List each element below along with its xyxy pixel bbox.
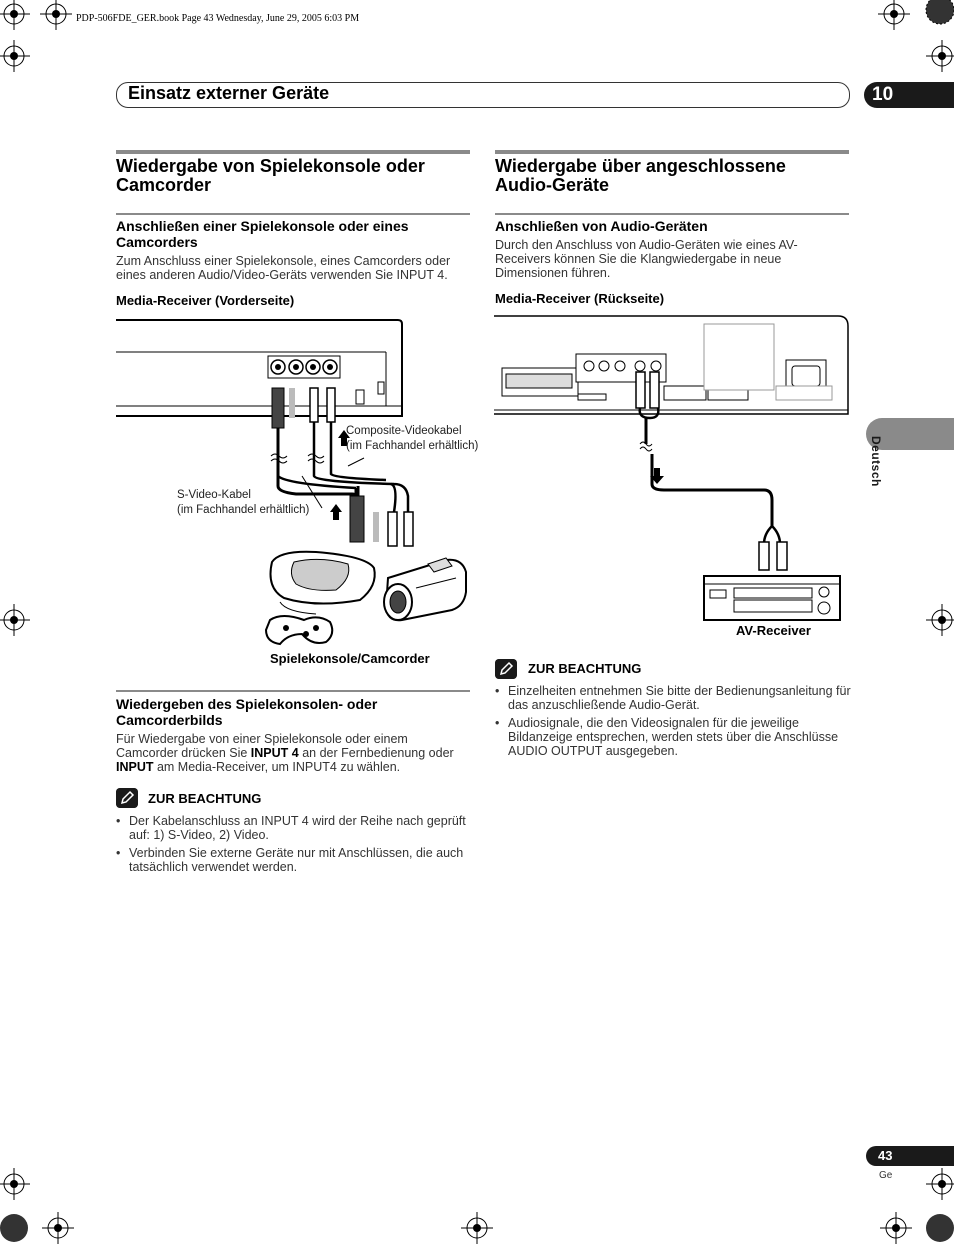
audio-description: Durch den Anschluss von Audio-Geräten wie eines AV- Receivers können Sie die Klangwiedergabe in neue Dimensionen führen. [495, 238, 798, 280]
figure-caption-av-receiver: AV-Receiver [736, 623, 811, 638]
rear-connection-diagram [494, 314, 850, 624]
registration-mark-icon [880, 1212, 912, 1244]
subsection-title-connect: Anschließen einer Spielekonsole oder eines Camcorders [116, 218, 409, 250]
page-language-code: Ge [879, 1170, 893, 1181]
section-title-right: Wiedergabe über angeschlossene Audio-Geräte [495, 156, 786, 195]
svideo-cable-label: S-Video-Kabel (im Fachhandel erhältlich) [177, 489, 310, 516]
figure-caption-console: Spielekonsole/Camcorder [270, 651, 430, 666]
note-list-right [495, 684, 851, 762]
note-pencil-icon [116, 788, 138, 808]
note-item: • Einzelheiten entnehmen Sie bitte der Bedienungsanleitung für das anzuschließende Audio-Gerät. [495, 684, 851, 712]
page-number: 43 [878, 1148, 893, 1163]
registration-mark-icon [0, 1168, 30, 1200]
color-bar-icon [0, 1212, 30, 1244]
subsection-title-playback: Wiedergeben des Spielekonsolen- oder Camcorderbilds [116, 696, 378, 728]
language-tab-label: Deutsch [869, 436, 883, 487]
composite-cable-label: Composite-Videokabel (im Fachhandel erhältlich) [346, 425, 479, 452]
color-bar-icon [924, 0, 954, 26]
registration-mark-icon [0, 0, 30, 30]
color-bar-icon [924, 1212, 954, 1244]
note-heading-right: ZUR BEACHTUNG [528, 661, 642, 676]
registration-mark-icon [926, 604, 954, 636]
registration-mark-icon [42, 1212, 74, 1244]
note-item: • Der Kabelanschluss an INPUT 4 wird der Reihe nach geprüft auf: 1) S-Video, 2) Video. [116, 814, 472, 842]
section-title-left: Wiedergabe von Spielekonsole oder Camcorder [116, 156, 425, 195]
connect-description: Zum Anschluss einer Spielekonsole, eines Camcorders oder eines anderen Audio/Video-Geräts verwenden Sie INPUT 4. [116, 254, 451, 282]
registration-mark-icon [878, 0, 910, 30]
print-info-line: PDP-506FDE_GER.book Page 43 Wednesday, June 29, 2005 6:03 PM [76, 13, 360, 24]
chapter-title: Einsatz externer Geräte [128, 83, 330, 103]
section-rule [495, 150, 849, 154]
figure-heading-rear: Media-Receiver (Rückseite) [495, 291, 665, 306]
registration-mark-icon [0, 40, 30, 72]
note-item: • Audiosignale, die den Videosignalen für die jeweilige Bildanzeige entsprechen, werden stets über die Anschlüsse AUDIO OUTPUT ausgegeben. [495, 716, 851, 758]
registration-mark-icon [461, 1212, 493, 1244]
note-list-left [116, 814, 472, 878]
registration-mark-icon [926, 40, 954, 72]
subsection-title-audio: Anschließen von Audio-Geräten [495, 218, 708, 234]
registration-mark-icon [926, 1168, 954, 1200]
section-rule [116, 150, 470, 154]
playback-description: Für Wiedergabe von einer Spielekonsole oder einem Camcorder drücken Sie INPUT 4 an der Fernbedienung oder INPUT am Media-Receiver, um INPUT4 zu wählen. [116, 732, 454, 774]
note-heading-left: ZUR BEACHTUNG [148, 791, 262, 806]
registration-mark-icon [0, 604, 30, 636]
note-pencil-icon [495, 659, 517, 679]
registration-mark-icon [40, 0, 72, 30]
figure-heading-front: Media-Receiver (Vorderseite) [116, 293, 295, 308]
chapter-number: 10 [872, 84, 894, 105]
subsection-rule [495, 213, 849, 215]
subsection-rule [116, 213, 470, 215]
note-item: • Verbinden Sie externe Geräte nur mit Anschlüssen, die auch tatsächlich verwendet werden. [116, 846, 472, 874]
subsection-rule [116, 690, 470, 692]
